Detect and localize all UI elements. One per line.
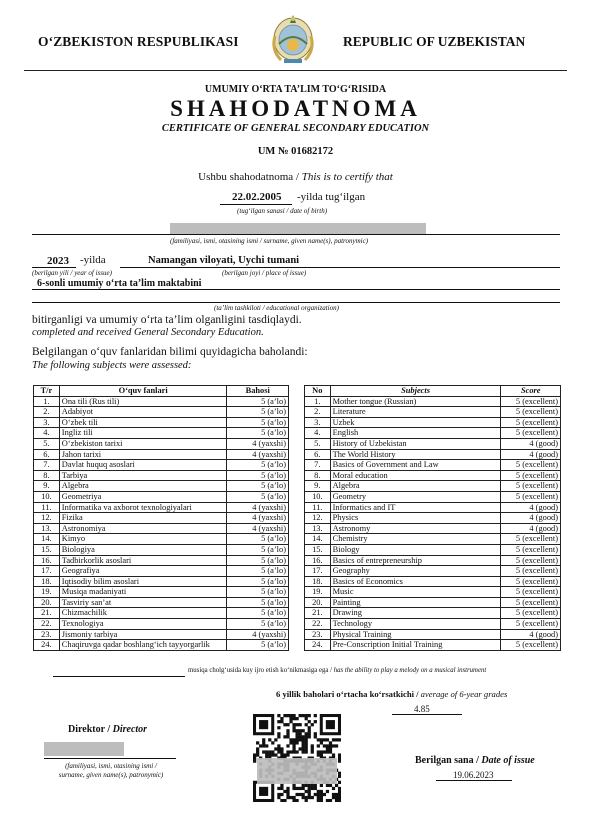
row-subject: O‘zbek tili — [59, 417, 227, 428]
row-subject: The World History — [330, 449, 501, 460]
row-grade: 5 (a’lo) — [227, 587, 289, 598]
title-line1: UMUMIY O‘RTA TA’LIM TO‘G‘RISIDA — [204, 84, 387, 95]
row-grade: 5 (excellent) — [501, 640, 561, 651]
row-number: 2. — [305, 407, 331, 418]
table-row — [34, 470, 289, 481]
row-grade: 4 (good) — [501, 513, 561, 524]
row-subject: Physics — [330, 513, 501, 524]
row-subject: Pre-Conscription Initial Training — [330, 640, 501, 651]
row-grade: 4 (good) — [501, 449, 561, 460]
row-subject: Painting — [330, 597, 501, 608]
row-number: 24. — [305, 640, 331, 651]
issue-year: 2023 — [47, 255, 69, 267]
table-row — [305, 513, 561, 524]
certify-en: This is to certify that — [301, 171, 393, 183]
col-header-subject: O‘quv fanlari — [59, 386, 227, 397]
school-name: 6-sonli umumiy o‘rta ta’lim maktabini — [37, 278, 202, 289]
row-number: 8. — [305, 470, 331, 481]
row-number: 13. — [34, 523, 60, 534]
row-grade: 5 (a’lo) — [227, 566, 289, 577]
row-subject: Geometriya — [59, 491, 227, 502]
col-header-number: T/r — [34, 386, 60, 397]
average-label — [276, 689, 507, 699]
grades-table-en — [304, 385, 561, 651]
row-number: 6. — [34, 449, 60, 460]
row-subject: Fizika — [59, 513, 227, 524]
row-grade: 5 (excellent) — [501, 619, 561, 630]
row-subject: Informatics and IT — [330, 502, 501, 513]
row-subject: History of Uzbekistan — [330, 438, 501, 449]
table-row — [34, 407, 289, 418]
table-row — [34, 629, 289, 640]
director-caption-2: surname, given name(s), patronymic) — [58, 771, 164, 779]
title-subtitle: CERTIFICATE OF GENERAL SECONDARY EDUCATION — [161, 123, 430, 134]
row-grade: 4 (yaxshi) — [227, 449, 289, 460]
holder-name-underline — [32, 234, 560, 235]
table-row — [305, 428, 561, 439]
row-number: 15. — [305, 544, 331, 555]
row-grade: 5 (a’lo) — [227, 534, 289, 545]
row-grade: 5 (a’lo) — [227, 481, 289, 492]
row-subject: Technology — [330, 619, 501, 630]
row-grade: 5 (a’lo) — [227, 417, 289, 428]
table-row — [34, 460, 289, 471]
holder-name-redacted — [170, 223, 426, 234]
col-header-grade: Bahosi — [227, 386, 289, 397]
table-row — [305, 460, 561, 471]
issue-year-suffix: -yilda — [80, 254, 106, 266]
row-grade: 5 (a’lo) — [227, 460, 289, 471]
school-caption: (ta’lim tashkiloti / educational organization) — [214, 304, 339, 312]
director-label — [68, 724, 147, 735]
table-row — [34, 544, 289, 555]
uzbekistan-state-emblem-icon — [267, 10, 319, 66]
row-subject: Geografiya — [59, 566, 227, 577]
row-subject: English — [330, 428, 501, 439]
row-grade: 5 (excellent) — [501, 597, 561, 608]
birth-caption: (tug‘ilgan sanasi / date of birth) — [237, 207, 328, 215]
music-note-en: has the ability to play a melody on a musical instrument — [333, 667, 487, 674]
date-of-issue-label-en: Date of issue — [481, 755, 535, 766]
row-subject: Tasviriy san’at — [59, 597, 227, 608]
row-number: 8. — [34, 470, 60, 481]
row-number: 24. — [34, 640, 60, 651]
row-number: 11. — [305, 502, 331, 513]
row-grade: 5 (excellent) — [501, 407, 561, 418]
table-row — [305, 597, 561, 608]
header-divider — [24, 70, 567, 71]
table-row — [34, 608, 289, 619]
table-row — [305, 576, 561, 587]
table-row — [34, 566, 289, 577]
row-number: 6. — [305, 449, 331, 460]
row-grade: 5 (excellent) — [501, 428, 561, 439]
average-label-uz: 6 yillik baholari o‘rtacha ko‘rsatkichi / — [276, 689, 421, 699]
row-subject: Chizmachilik — [59, 608, 227, 619]
birth-date-underline — [220, 204, 292, 205]
row-number: 16. — [305, 555, 331, 566]
row-subject: Music — [330, 587, 501, 598]
col-header-number: No — [305, 386, 331, 397]
table-row — [305, 566, 561, 577]
row-number: 3. — [305, 417, 331, 428]
table-row — [305, 587, 561, 598]
director-label-en: Director — [112, 724, 148, 735]
birth-suffix: -yilda tug‘ilgan — [297, 191, 366, 203]
table-row — [305, 523, 561, 534]
average-underline — [392, 714, 462, 715]
row-grade: 5 (excellent) — [501, 566, 561, 577]
row-number: 2. — [34, 407, 60, 418]
row-grade: 5 (excellent) — [501, 555, 561, 566]
row-number: 13. — [305, 523, 331, 534]
row-number: 21. — [305, 608, 331, 619]
row-grade: 5 (a’lo) — [227, 491, 289, 502]
row-subject: Astronomy — [330, 523, 501, 534]
director-caption — [36, 762, 186, 780]
row-grade: 4 (yaxshi) — [227, 523, 289, 534]
row-subject: Biology — [330, 544, 501, 555]
row-number: 19. — [34, 587, 60, 598]
grades-table-uz — [33, 385, 289, 651]
page-title: SHAHODATNOMA — [170, 96, 421, 121]
date-of-issue-label — [415, 755, 535, 766]
table-header-row — [305, 386, 561, 397]
row-grade: 5 (a’lo) — [227, 555, 289, 566]
row-subject: Chaqiruvga qadar boshlang‘ich tayyorgarlik — [59, 640, 227, 651]
row-number: 11. — [34, 502, 60, 513]
table-header-row — [34, 386, 289, 397]
certify-uz: Ushbu shahodatnoma / — [198, 171, 302, 183]
row-grade: 4 (yaxshi) — [227, 513, 289, 524]
table-row — [305, 608, 561, 619]
row-grade: 5 (a’lo) — [227, 407, 289, 418]
row-grade: 5 (excellent) — [501, 544, 561, 555]
row-grade: 5 (excellent) — [501, 576, 561, 587]
table-row — [305, 491, 561, 502]
issue-year-underline — [32, 267, 76, 268]
row-grade: 5 (a’lo) — [227, 428, 289, 439]
row-number: 17. — [305, 566, 331, 577]
row-number: 7. — [305, 460, 331, 471]
music-note — [188, 667, 486, 674]
date-of-issue-underline — [436, 780, 512, 781]
row-number: 1. — [305, 396, 331, 407]
row-number: 23. — [34, 629, 60, 640]
row-grade: 5 (excellent) — [501, 608, 561, 619]
row-number: 16. — [34, 555, 60, 566]
row-number: 20. — [34, 597, 60, 608]
director-name-redacted — [44, 742, 124, 756]
row-subject: Kimyo — [59, 534, 227, 545]
row-number: 12. — [34, 513, 60, 524]
row-subject: Adabiyot — [59, 407, 227, 418]
row-subject: Iqtisodiy bilim asoslari — [59, 576, 227, 587]
row-grade: 4 (good) — [501, 502, 561, 513]
row-subject: Davlat huquq asoslari — [59, 460, 227, 471]
music-note-uz: musiqa cholg‘usida kuy ijro etish ko‘nikmasiga ega / — [188, 667, 334, 674]
row-grade: 5 (excellent) — [501, 534, 561, 545]
country-name-uz: O‘ZBEKISTON RESPUBLIKASI — [38, 34, 239, 49]
row-subject: Astronomiya — [59, 523, 227, 534]
assessed-uz: Belgilangan o‘quv fanlaridan bilimi quyidagicha baholandi: — [32, 346, 308, 358]
row-number: 18. — [34, 576, 60, 587]
row-number: 9. — [34, 481, 60, 492]
row-number: 12. — [305, 513, 331, 524]
row-subject: Uzbek — [330, 417, 501, 428]
row-grade: 5 (a’lo) — [227, 608, 289, 619]
row-grade: 5 (excellent) — [501, 470, 561, 481]
row-number: 9. — [305, 481, 331, 492]
table-row — [34, 438, 289, 449]
table-row — [34, 481, 289, 492]
table-row — [305, 555, 561, 566]
row-number: 5. — [34, 438, 60, 449]
row-number: 10. — [305, 491, 331, 502]
table-row — [34, 491, 289, 502]
table-row — [34, 640, 289, 651]
table-row — [305, 470, 561, 481]
row-subject: Basics of entrepreneurship — [330, 555, 501, 566]
table-row — [305, 544, 561, 555]
qr-code-icon — [253, 714, 341, 802]
assessed-en: The following subjects were assessed: — [32, 360, 192, 371]
row-subject: Basics of Government and Law — [330, 460, 501, 471]
row-number: 19. — [305, 587, 331, 598]
table-row — [34, 396, 289, 407]
music-note-underline — [53, 676, 185, 677]
row-subject: Jahon tarixi — [59, 449, 227, 460]
row-number: 1. — [34, 396, 60, 407]
row-grade: 5 (a’lo) — [227, 597, 289, 608]
row-subject: Algebra — [59, 481, 227, 492]
certify-line — [0, 171, 591, 183]
director-caption-1: (familiyasi, ismi, otasining ismi / — [65, 762, 157, 770]
row-grade: 5 (excellent) — [501, 491, 561, 502]
row-grade: 4 (good) — [501, 523, 561, 534]
row-number: 7. — [34, 460, 60, 471]
table-row — [305, 417, 561, 428]
row-subject: Geography — [330, 566, 501, 577]
average-label-en: average of 6-year grades — [420, 689, 508, 699]
row-number: 3. — [34, 417, 60, 428]
table-row — [34, 428, 289, 439]
row-number: 5. — [305, 438, 331, 449]
table-row — [305, 502, 561, 513]
row-number: 20. — [305, 597, 331, 608]
country-name-en: REPUBLIC OF UZBEKISTAN — [343, 34, 526, 49]
row-subject: Informatika va axborot texnologiyalari — [59, 502, 227, 513]
row-subject: Mother tongue (Russian) — [330, 396, 501, 407]
row-subject: Literature — [330, 407, 501, 418]
row-grade: 5 (excellent) — [501, 481, 561, 492]
average-value: 4.85 — [414, 704, 430, 714]
table-row — [305, 449, 561, 460]
table-row — [34, 619, 289, 630]
row-grade: 4 (good) — [501, 438, 561, 449]
row-grade: 4 (good) — [501, 629, 561, 640]
birth-date: 22.02.2005 — [232, 191, 282, 203]
completed-en: completed and received General Secondary Education. — [32, 327, 264, 338]
row-number: 4. — [305, 428, 331, 439]
row-subject: Ona tili (Rus tili) — [59, 396, 227, 407]
col-header-subject: Subjects — [330, 386, 501, 397]
issue-year-caption: (berilgan yili / year of issue) — [32, 269, 112, 277]
director-underline — [44, 758, 176, 759]
row-subject: Physical Training — [330, 629, 501, 640]
row-subject: Jismoniy tarbiya — [59, 629, 227, 640]
table-row — [34, 597, 289, 608]
row-number: 21. — [34, 608, 60, 619]
row-number: 17. — [34, 566, 60, 577]
director-label-uz: Direktor / — [68, 724, 113, 735]
row-grade: 4 (yaxshi) — [227, 438, 289, 449]
row-subject: Musiqa madaniyati — [59, 587, 227, 598]
row-number: 23. — [305, 629, 331, 640]
row-number: 14. — [305, 534, 331, 545]
table-row — [34, 513, 289, 524]
row-number: 10. — [34, 491, 60, 502]
row-grade: 5 (excellent) — [501, 417, 561, 428]
row-grade: 5 (excellent) — [501, 587, 561, 598]
row-number: 22. — [34, 619, 60, 630]
row-subject: Ingliz tili — [59, 428, 227, 439]
table-row — [305, 640, 561, 651]
table-row — [305, 481, 561, 492]
completed-uz: bitirganligi va umumiy o‘rta ta’lim olganligini tasdiqlaydi. — [32, 314, 302, 326]
table-row — [34, 534, 289, 545]
table-row — [34, 587, 289, 598]
issue-place-caption: (berilgan joyi / place of issue) — [222, 269, 307, 277]
row-subject: Basics of Economics — [330, 576, 501, 587]
table-row — [34, 523, 289, 534]
date-of-issue-label-uz: Berilgan sana / — [415, 755, 482, 766]
table-row — [34, 576, 289, 587]
table-row — [34, 555, 289, 566]
table-row — [305, 619, 561, 630]
row-subject: Tarbiya — [59, 470, 227, 481]
table-row — [34, 417, 289, 428]
table-row — [305, 534, 561, 545]
row-grade: 5 (a’lo) — [227, 619, 289, 630]
table-row — [305, 438, 561, 449]
row-subject: Chemistry — [330, 534, 501, 545]
row-number: 14. — [34, 534, 60, 545]
row-grade: 5 (a’lo) — [227, 396, 289, 407]
row-grade: 5 (a’lo) — [227, 576, 289, 587]
table-row — [34, 449, 289, 460]
row-grade: 4 (yaxshi) — [227, 502, 289, 513]
row-grade: 5 (a’lo) — [227, 640, 289, 651]
row-subject: Algebra — [330, 481, 501, 492]
row-number: 22. — [305, 619, 331, 630]
row-grade: 5 (excellent) — [501, 460, 561, 471]
row-subject: Texnologiya — [59, 619, 227, 630]
row-subject: Tadbirkorlik asoslari — [59, 555, 227, 566]
table-row — [34, 502, 289, 513]
holder-name-caption: (familiyasi, ismi, otasining ismi / surname, given name(s), patronymic) — [170, 237, 369, 245]
row-subject: Geometry — [330, 491, 501, 502]
row-grade: 5 (a’lo) — [227, 470, 289, 481]
row-number: 15. — [34, 544, 60, 555]
issue-place: Namangan viloyati, Uychi tumani — [148, 255, 300, 266]
table-row — [305, 629, 561, 640]
row-grade: 4 (yaxshi) — [227, 629, 289, 640]
qr-redaction — [257, 758, 337, 784]
certificate-number: UM № 01682172 — [257, 146, 334, 157]
row-grade: 5 (a’lo) — [227, 544, 289, 555]
row-number: 4. — [34, 428, 60, 439]
col-header-grade: Score — [501, 386, 561, 397]
issue-place-underline — [120, 267, 560, 268]
row-subject: O‘zbekiston tarixi — [59, 438, 227, 449]
row-subject: Drawing — [330, 608, 501, 619]
school-underline-2 — [32, 302, 560, 303]
table-row — [305, 396, 561, 407]
row-number: 18. — [305, 576, 331, 587]
school-underline — [32, 289, 560, 290]
date-of-issue-value: 19.06.2023 — [453, 770, 494, 780]
row-grade: 5 (excellent) — [501, 396, 561, 407]
table-row — [305, 407, 561, 418]
row-subject: Moral education — [330, 470, 501, 481]
row-subject: Biologiya — [59, 544, 227, 555]
